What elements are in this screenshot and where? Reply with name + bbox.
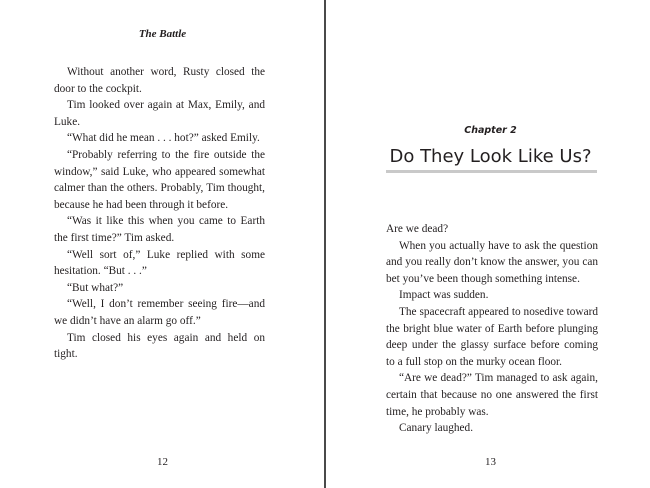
paragraph: Are we dead?	[386, 223, 449, 235]
paragraph: “Was it like this when you came to Earth the first time?” Tim asked.	[54, 215, 265, 244]
paragraph: Tim looked over again at Max, Emily, and Luke.	[54, 99, 265, 128]
paragraph: Tim closed his eyes again and held on tight.	[54, 331, 265, 361]
paragraph: “Well sort of,” Luke replied with some hesitation. “But . . .”	[54, 248, 265, 278]
paragraph: When you actually have to ask the question and you really don’t know the answer, you can bet you’ve been though something intense.	[386, 239, 598, 285]
left-page-body	[54, 64, 265, 363]
right-page	[327, 0, 650, 488]
spine-divider	[324, 0, 326, 488]
paragraph: Canary laughed.	[399, 422, 474, 435]
chapter-label: Chapter 2	[464, 125, 517, 136]
chapter-title-rule	[386, 170, 597, 173]
paragraph: Without another word, Rusty closed the door to the cockpit.	[54, 66, 265, 95]
page-number: 13	[485, 456, 496, 468]
paragraph: “Well, I don’t remember seeing fire—and we didn’t have an alarm go off.”	[54, 298, 265, 327]
chapter-title: Do They Look Like Us?	[389, 146, 592, 167]
page-number: 12	[157, 456, 168, 468]
paragraph: Impact was sudden.	[399, 289, 489, 302]
paragraph: “What did he mean . . . hot?” asked Emily.	[67, 132, 260, 145]
paragraph: “Probably referring to the fire outside the window,” said Luke, who appeared somewhat calmer than the others. Probably, Tim thought, because he had been through it before.	[54, 148, 265, 211]
paragraph: The spacecraft appeared to nosedive toward the bright blue water of Earth before plunging deep under the glassy surface before coming to a full stop on the murky ocean floor.	[386, 305, 598, 368]
running-head: The Battle	[138, 28, 187, 40]
paragraph: “Are we dead?” Tim managed to ask again, certain that because no one answered the first time, he probably was.	[386, 372, 598, 418]
paragraph: “But what?”	[67, 281, 124, 294]
right-page-body	[386, 221, 598, 437]
